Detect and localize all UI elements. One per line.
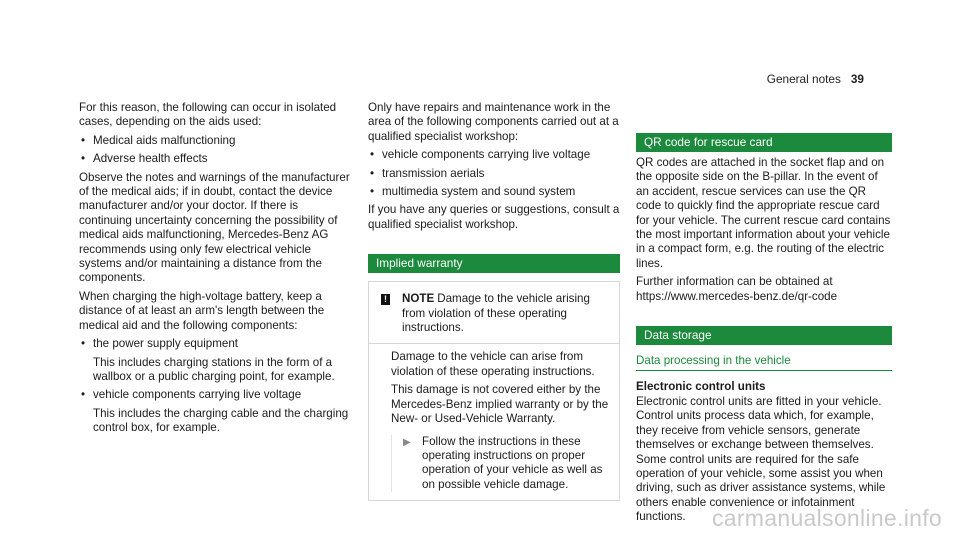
note-label: NOTE [402, 292, 435, 306]
list-item: • vehicle components carrying live voltage [79, 388, 354, 402]
paragraph: QR codes are attached in the socket flap and on the opposite side on the B-pillar. In the event of an accident, rescue services can use the QR code to quickly find the appropriate rescue card for your vehicle. The current rescue card contains the most important information about your vehicle in a compact form, e.g. the routing of the electric lines. [636, 156, 891, 270]
list-item-detail: This includes charging stations in the form of a wallbox or a public charging point, for example. [93, 355, 335, 383]
subsection-heading: Data processing in the vehicle [636, 354, 892, 371]
list-item: • Medical aids malfunctioning [79, 134, 354, 148]
note-paragraph: Damage to the vehicle can arise from violation of these operating instructions. [391, 350, 595, 378]
list-item: • transmission aerials [368, 167, 620, 181]
section-bar-data-storage: Data storage [636, 326, 892, 345]
note-paragraph: This damage is not covered either by the Mercedes-Benz implied warranty or by the New- or Used-Vehicle Warranty. [391, 383, 609, 426]
list-item: • the power supply equipment [79, 337, 354, 351]
paragraph: Further information can be obtained at https://www.mercedes-benz.de/qr-code [636, 275, 838, 303]
list-item: • vehicle components carrying live voltage [368, 148, 620, 162]
page-header [767, 72, 864, 86]
list-item: • Adverse health effects [79, 152, 354, 166]
minor-heading: Electronic control units [636, 380, 766, 394]
page-number: 39 [850, 72, 864, 86]
column-2 [368, 101, 620, 501]
list-item: • multimedia system and sound system [368, 185, 620, 199]
watermark: carmanualsonline.info [711, 504, 942, 531]
paragraph: Observe the notes and warnings of the manufacturer of the medical aids; if in doubt, contact the device manufacturer and/or your doctor. If there is continuing uncertainty concerning the possibility of medical aids malfunctioning, Mercedes-Benz AG recommends using only few electrical vehicle systems and/or maintaining a distance from the components. [79, 170, 350, 285]
action-arrow-icon: ▶ [403, 436, 411, 448]
paragraph: Electronic control units are fitted in your vehicle. Control units process data which, for example, they receive from vehicle sensors, generate themselves or exchange between themselves. Some control units are required for the safe operation of your vehicle, some assist you when driving, such as driver assistance systems, while others enable convenience or infotainment functions. [636, 394, 886, 524]
column-1 [79, 101, 354, 440]
note-summary: Damage to the vehicle arising from violation of these operating instructions. [402, 292, 590, 335]
column-3 [636, 133, 892, 529]
note-action: Follow the instructions in these operating instructions on proper operation of your vehicle as well as on possible vehicle damage. [422, 434, 603, 491]
note-box [368, 281, 620, 501]
paragraph: For this reason, the following can occur in isolated cases, depending on the aids used: [79, 101, 337, 129]
paragraph: Only have repairs and maintenance work in the area of the following components carried out at a qualified specialist workshop: [368, 101, 619, 143]
section-bar-qr-code: QR code for rescue card [636, 133, 892, 152]
section-title: General notes [766, 72, 841, 86]
warning-icon: ! [381, 294, 390, 305]
paragraph: If you have any queries or suggestions, consult a qualified specialist workshop. [368, 203, 620, 231]
paragraph: When charging the high-voltage battery, keep a distance of at least an arm's length between the medical aid and the following components: [79, 289, 325, 332]
list-item-detail: This includes the charging cable and the charging control box, for example. [93, 406, 349, 435]
section-bar-implied-warranty: Implied warranty [368, 254, 620, 273]
